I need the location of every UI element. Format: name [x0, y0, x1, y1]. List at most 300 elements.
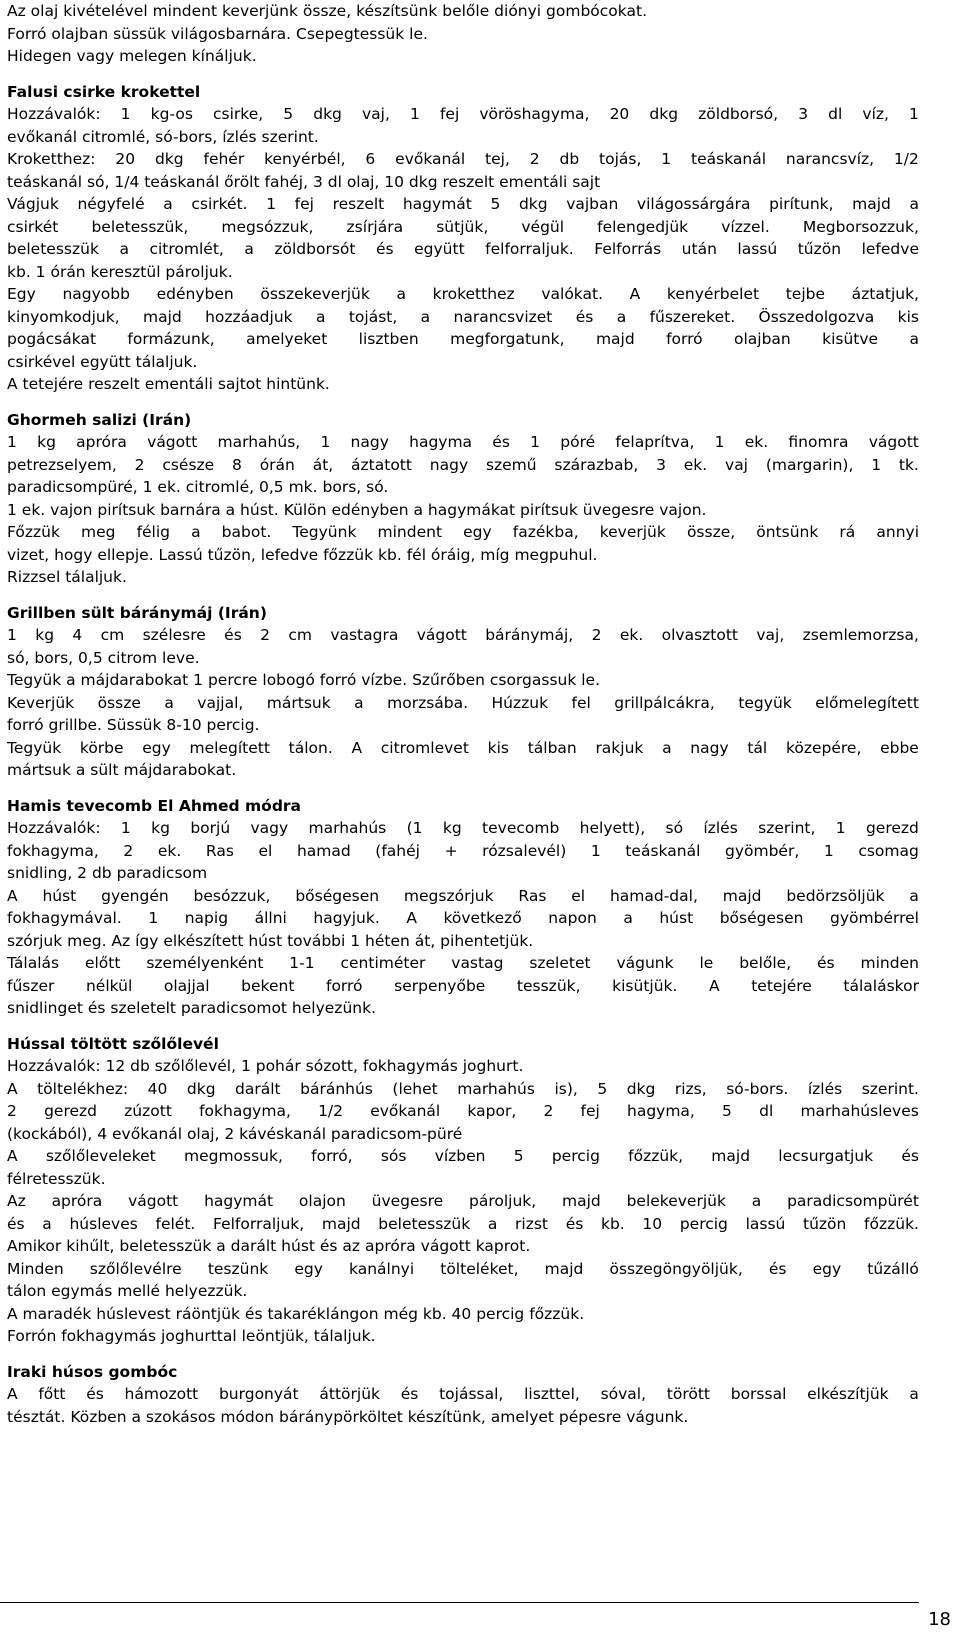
word: dkg	[518, 195, 548, 213]
word: kapor,	[467, 1102, 517, 1120]
word: fűszer	[7, 976, 55, 995]
word: báránhús	[300, 1079, 373, 1098]
text-line	[7, 737, 919, 760]
text-line: Az olaj kivételével mindent keverjünk össze, készítsünk belőle diónyi gombócokat.	[7, 2, 647, 20]
word: Ras	[518, 886, 547, 905]
word: serpenyőbe	[394, 976, 486, 995]
word: a	[119, 240, 129, 258]
recipe-section	[7, 409, 919, 589]
word: narancsvizet	[453, 307, 553, 326]
word: (lehet	[392, 1079, 438, 1098]
word: db	[559, 150, 580, 168]
word: 2	[543, 1102, 554, 1120]
word: húst	[42, 886, 77, 905]
word: Keverjük	[7, 693, 75, 712]
text-line: só, bors, 0,5 citrom leve.	[7, 648, 200, 667]
word: helyett),	[579, 819, 646, 837]
word: lassú	[745, 1214, 786, 1233]
word: A	[7, 1079, 18, 1098]
word: vagy	[250, 819, 289, 837]
word: A	[351, 738, 363, 757]
word: 20	[609, 105, 630, 123]
word: 6	[365, 150, 376, 168]
word: következő	[443, 909, 522, 927]
word: annyi	[876, 523, 919, 541]
word: Főzzük	[7, 523, 60, 541]
recipe-section	[7, 81, 919, 396]
recipe-title: Falusi csirke krokettel	[7, 82, 201, 101]
text-line: snidlinget és szeletelt paradicsomot helyezünk.	[7, 999, 376, 1017]
word: törött	[666, 1385, 710, 1403]
word: Felforraljuk,	[213, 1214, 305, 1233]
word: kg	[442, 819, 462, 837]
word: vágunk	[616, 954, 674, 972]
word: nélkül	[85, 976, 133, 995]
word: citromlevet	[380, 738, 469, 757]
word: bekent	[241, 976, 295, 995]
word: vaj	[725, 455, 748, 474]
word: hamad-dal,	[609, 886, 698, 905]
recipe-section	[7, 795, 919, 1020]
word: 2	[529, 150, 540, 168]
word: rá	[839, 523, 856, 541]
word: dkg	[649, 105, 679, 123]
word: felforraljuk.	[485, 240, 574, 258]
word: cm	[100, 626, 125, 644]
text-line: Amikor kihűlt, beletesszük a darált húst és az apróra vágott kaprot.	[7, 1237, 531, 1255]
word: beletesszük	[378, 1214, 471, 1233]
word: és	[492, 433, 510, 451]
word: Tegyünk	[292, 523, 357, 541]
word: hagyma	[409, 433, 473, 451]
word: Tegyük	[7, 738, 62, 757]
word: szélesre	[142, 626, 206, 644]
section-gap	[7, 396, 919, 409]
word: 1	[120, 819, 131, 837]
word: a	[909, 195, 919, 213]
word: forró	[666, 330, 703, 348]
word: A	[7, 886, 18, 905]
word: dkg	[154, 150, 184, 168]
word: egy	[463, 523, 492, 541]
text-line: Tegyük a májdarabokat 1 percre lobogó forró vízbe. Szűrőben csorgassuk le.	[7, 671, 601, 689]
word: ízlés	[807, 1079, 843, 1098]
word: félig	[136, 523, 171, 541]
word: 1-1	[289, 954, 315, 972]
word: ebbe	[880, 738, 919, 757]
word: zsírjára	[346, 217, 404, 236]
word: tejbe	[785, 285, 826, 303]
word: olajon	[298, 1192, 346, 1210]
word: sóval,	[600, 1385, 647, 1403]
word: és	[7, 1214, 25, 1233]
word: órán	[259, 455, 295, 474]
word: gerezd	[44, 1102, 97, 1120]
word: ek.	[683, 455, 708, 474]
word: és	[224, 626, 242, 644]
text-line	[7, 952, 919, 975]
text-line: tésztát. Közben a szokásos módon báránypörköltet készítünk, amelyet pépesre vágunk.	[7, 1407, 689, 1426]
text-line	[7, 306, 919, 329]
word: vágott	[868, 433, 919, 451]
word: só-bors.	[726, 1079, 789, 1098]
word: 5	[283, 105, 294, 123]
word: ízlés	[703, 819, 738, 837]
text-line: forró grillbe. Süssük 8-10 percig.	[7, 716, 260, 734]
word: gyengén	[101, 886, 169, 905]
word: a	[662, 738, 672, 757]
word: át,	[312, 455, 334, 474]
text-line: (kockából), 4 evőkanál olaj, 2 kávéskanál paradicsom-püré	[7, 1124, 463, 1143]
word: mindent	[377, 523, 443, 541]
word: hagymát	[402, 195, 472, 213]
word: a	[909, 886, 919, 905]
word: kis	[897, 307, 919, 326]
word: 1	[530, 433, 541, 451]
word: fej	[294, 195, 314, 213]
word: 1	[661, 150, 672, 168]
word: vöröshagyma,	[479, 105, 590, 123]
word: pároljuk,	[469, 1192, 537, 1210]
word: csirke,	[213, 105, 264, 123]
text-line	[7, 1100, 919, 1123]
text-line: Forrón fokhagymás joghurttal leöntjük, tálaljuk.	[7, 1327, 376, 1345]
word: kg	[35, 626, 55, 644]
word: olvasztott	[661, 626, 738, 644]
word: majd	[321, 1214, 361, 1233]
word: majd	[722, 886, 762, 905]
word: és	[768, 1259, 787, 1278]
text-line: csirkével együtt tálaljuk.	[7, 352, 198, 371]
word: bőségesen	[295, 886, 380, 905]
text-line: Hozzávalók: 12 db szőlőlevél, 1 pohár sózott, fokhagymás joghurt.	[7, 1057, 524, 1075]
text-line	[7, 1078, 919, 1101]
word: a	[164, 693, 174, 712]
text-line: evőkanál citromlé, só-bors, ízlés szerint.	[7, 127, 319, 146]
word: megsózzuk,	[221, 217, 314, 236]
word: teáskanál	[625, 841, 701, 860]
text-line	[7, 238, 919, 261]
word: szőlőlevélre	[89, 1259, 182, 1278]
word: a	[316, 307, 326, 326]
word: vízzel.	[721, 217, 770, 236]
word: zöldborsó,	[698, 105, 779, 123]
recipe-section	[7, 602, 919, 782]
word: kg-os	[150, 105, 193, 123]
word: világossárgára	[636, 195, 751, 213]
word: majd	[595, 330, 635, 348]
word: 1	[590, 841, 601, 860]
word: is),	[554, 1079, 578, 1098]
word: tej,	[485, 150, 510, 168]
word: egy	[142, 738, 171, 757]
word: főtt	[38, 1385, 66, 1403]
word: hámozott	[124, 1385, 199, 1403]
word: gerezd	[865, 819, 919, 837]
word: marhahús	[308, 819, 387, 837]
word: fokhagyma,	[7, 841, 99, 860]
word: töltelékhez:	[37, 1079, 129, 1098]
word: tűzön	[803, 1214, 847, 1233]
word: A	[7, 1385, 18, 1403]
word: Ras	[205, 841, 234, 860]
word: napon	[548, 909, 597, 927]
word: paradicsompürét	[787, 1192, 919, 1210]
word: 1	[909, 105, 919, 123]
word: meg	[81, 523, 116, 541]
word: 4	[72, 626, 83, 644]
word: kisütjük.	[612, 976, 678, 995]
text-line	[7, 216, 919, 239]
word: finomra	[788, 433, 849, 451]
section-gap	[7, 1020, 919, 1033]
word: a	[244, 240, 254, 258]
word: hozzáadjuk	[205, 307, 293, 326]
word: és	[400, 1385, 419, 1403]
text-line	[7, 1383, 919, 1406]
text-line: Hidegen vagy melegen kínáljuk.	[7, 47, 257, 65]
word: ek.	[157, 841, 182, 860]
document-page	[7, 0, 919, 1428]
word: felét.	[155, 1214, 196, 1233]
word: rózsalevél)	[482, 841, 567, 860]
word: kenyérbél,	[264, 150, 346, 168]
word: össze,	[686, 523, 736, 541]
word: tegyük	[738, 693, 792, 712]
word: Hozzávalók:	[7, 819, 101, 837]
word: rakjuk	[595, 738, 644, 757]
word: 5	[490, 195, 501, 213]
text-line: mártsuk a sült májdarabokat.	[7, 761, 237, 779]
text-line: vizet, hogy ellepje. Lassú tűzön, lefedve főzzük kb. fél óráig, míg megpuhul.	[7, 545, 598, 564]
text-line: kb. 1 órán keresztül pároljuk.	[7, 262, 233, 281]
word: egy	[294, 1259, 323, 1278]
word: körbe	[79, 738, 124, 757]
word: kb.	[600, 1214, 625, 1233]
word: el	[571, 886, 586, 905]
word: fokhagyma,	[199, 1102, 291, 1120]
word: előtt	[84, 954, 121, 972]
text-line: A maradék húslevest ráöntjük és takaréklángon még kb. 40 percig főzzük.	[7, 1304, 585, 1323]
word: beletesszük	[7, 240, 99, 258]
word: marhahús,	[217, 433, 301, 451]
word: (margarin),	[765, 455, 854, 474]
word: majd	[143, 307, 182, 326]
word: csirkét	[7, 217, 59, 236]
recipe-section	[7, 1361, 919, 1429]
word: 1/2	[893, 150, 919, 168]
word: 1/2	[318, 1102, 344, 1120]
word: Felforrás	[594, 240, 662, 258]
word: hagymát	[204, 1192, 274, 1210]
word: Húzzuk	[491, 693, 549, 712]
word: rizst	[515, 1214, 549, 1233]
word: morzsába.	[387, 693, 469, 712]
word: +	[444, 841, 458, 860]
word: tálon.	[288, 738, 333, 757]
text-line	[7, 521, 919, 544]
word: póré	[560, 433, 596, 451]
word: gyömbérrel	[830, 909, 919, 927]
recipe-title: Hússal töltött szőlőlevél	[7, 1034, 219, 1053]
word: marhahúsleves	[800, 1102, 919, 1120]
word: elkészítjük	[807, 1385, 889, 1403]
word: apróra	[76, 433, 127, 451]
word: felengedjük	[597, 217, 689, 236]
word: Az	[7, 1192, 26, 1210]
text-line	[7, 907, 919, 930]
word: 20	[115, 150, 136, 168]
word: összekeverjük	[260, 285, 370, 303]
word: összegöngyöljük,	[609, 1259, 743, 1278]
word: sütjük,	[436, 217, 489, 236]
word: gyömbér,	[724, 841, 800, 860]
word: vajban	[566, 195, 619, 213]
word: bőségesen	[719, 909, 804, 927]
word: megforgatunk,	[450, 330, 565, 348]
word: 10	[642, 1214, 663, 1233]
word: bedörzsöljük	[786, 886, 885, 905]
word: melegített	[189, 738, 270, 757]
word: fokhagymával.	[7, 909, 122, 927]
text-line: paradicsompüré, 1 ek. citromlé, 0,5 mk. bors, só.	[7, 478, 389, 496]
word: hamad	[296, 841, 351, 860]
word: tojást,	[348, 307, 398, 326]
word: fazékba,	[512, 523, 579, 541]
word: reszelt	[332, 195, 385, 213]
word: ek.	[744, 433, 769, 451]
word: tojás,	[599, 150, 642, 168]
word: teáskanál	[691, 150, 767, 168]
footer-rule	[0, 1602, 919, 1603]
word: szerint,	[758, 819, 816, 837]
word: majd	[562, 1192, 601, 1210]
word: a	[616, 307, 627, 326]
word: dl	[759, 1102, 774, 1120]
text-line	[7, 1190, 919, 1213]
word: főzzük.	[864, 1214, 919, 1233]
word: Hozzávalók:	[7, 105, 101, 123]
word: szemű	[485, 455, 537, 474]
text-line	[7, 454, 919, 477]
word: dkg	[313, 105, 342, 123]
word: a	[909, 1385, 919, 1403]
word: forró	[325, 976, 363, 995]
word: közepére,	[785, 738, 862, 757]
word: kg	[37, 433, 56, 451]
word: kisütve	[822, 330, 879, 348]
word: tojással,	[439, 1385, 504, 1403]
word: kinyomkodjuk,	[7, 307, 120, 326]
word: 1	[120, 105, 131, 123]
word: kg	[151, 819, 170, 837]
word: és	[375, 240, 394, 258]
word: petrezselyem,	[7, 455, 117, 474]
word: pogácsákat	[7, 330, 97, 348]
word: amelyeket	[246, 330, 328, 348]
word: el	[258, 841, 273, 860]
word: tk.	[898, 455, 919, 474]
word: után	[681, 240, 717, 258]
word: fel	[571, 693, 591, 712]
text-line	[7, 885, 919, 908]
word: forró,	[311, 1147, 353, 1165]
text-line: teáskanál só, 1/4 teáskanál őrölt fahéj, 3 dl olaj, 10 dkg reszelt ementáli sajt	[7, 172, 601, 191]
word: citromlét,	[149, 240, 224, 258]
word: 2	[123, 841, 134, 860]
word: edényben	[156, 285, 234, 303]
word: Kroketthez:	[7, 150, 96, 168]
word: szerint.	[861, 1079, 919, 1098]
word: majd	[544, 1259, 584, 1278]
word: teszünk	[207, 1259, 269, 1278]
word: 5	[722, 1102, 732, 1120]
text-line	[7, 103, 919, 126]
word: 1	[266, 195, 277, 213]
text-line	[7, 193, 919, 216]
word: a	[487, 1214, 498, 1233]
word: áztatott	[351, 455, 412, 474]
word: lassú	[737, 240, 778, 258]
word: a	[42, 1214, 52, 1233]
word: vágott	[128, 1192, 179, 1210]
word: (1	[406, 819, 423, 837]
word: Vágjuk	[7, 195, 59, 213]
word: Tálalás	[7, 954, 60, 972]
word: percig	[679, 1214, 728, 1233]
word: és	[817, 954, 835, 972]
word: sós	[380, 1147, 407, 1165]
word: nagy	[690, 738, 729, 757]
word: kenyérbelet	[666, 285, 760, 303]
page-number: 18	[928, 1609, 951, 1630]
word: marhahús	[457, 1079, 535, 1098]
text-line: szórjuk meg. Az így elkészített húst további 1 héten át, pihentetjük.	[7, 931, 534, 950]
word: húst	[659, 909, 694, 927]
word: majd	[852, 195, 891, 213]
word: csomag	[858, 841, 919, 860]
word: csésze	[162, 455, 215, 474]
word: a	[623, 909, 633, 927]
word: vágott	[147, 433, 198, 451]
word: pirítunk,	[769, 195, 834, 213]
word: Összedolgozva	[758, 307, 875, 326]
text-line	[7, 283, 919, 306]
word: le	[699, 954, 714, 972]
word: vágott	[416, 626, 467, 644]
word: és	[565, 1214, 584, 1233]
word: A	[629, 285, 641, 303]
text-line: Rizzsel tálaljuk.	[7, 568, 127, 586]
word: négyfelé	[77, 195, 145, 213]
word: üvegesre	[371, 1192, 444, 1210]
word: tölteléket,	[440, 1259, 519, 1278]
text-line: tálon egymás mellé helyezzük.	[7, 1282, 248, 1300]
word: 2	[260, 626, 270, 644]
word: besózzuk,	[193, 886, 271, 905]
word: együtt	[414, 240, 465, 258]
word: (fahéj	[375, 841, 420, 860]
word: 1	[714, 433, 725, 451]
text-line	[7, 1145, 919, 1168]
word: megmossuk,	[183, 1147, 283, 1165]
word: 2	[591, 626, 602, 644]
word: apróra	[51, 1192, 103, 1210]
word: szeletet	[529, 954, 591, 972]
word: 2	[134, 455, 145, 474]
word: borssal	[730, 1385, 787, 1403]
word: tálaláskor	[843, 976, 919, 995]
